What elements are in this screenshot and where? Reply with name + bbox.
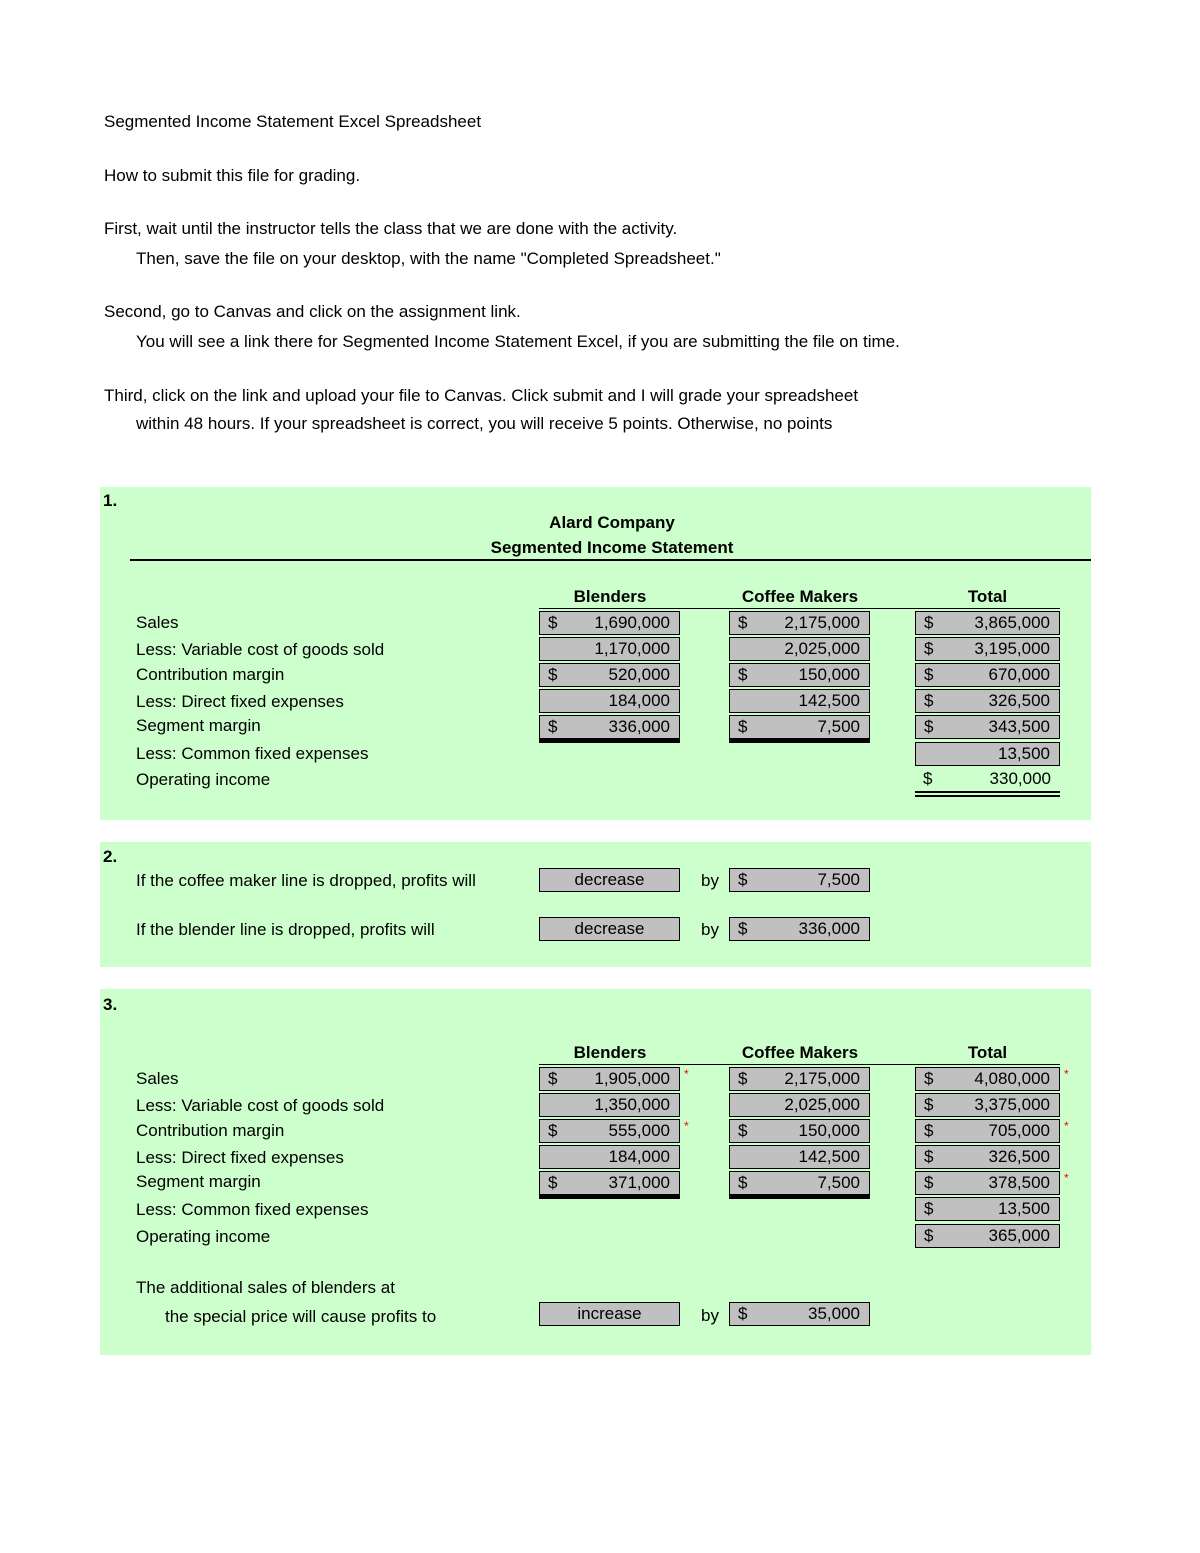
blenders-contribution-cell[interactable] (539, 1119, 680, 1143)
cell-value: 520,000 (608, 665, 670, 684)
total-operating-cell[interactable] (915, 1224, 1060, 1248)
currency-sign: $ (738, 665, 748, 684)
currency-sign: $ (738, 717, 748, 736)
cell-value: 336,000 (798, 919, 860, 938)
currency-sign: $ (924, 613, 934, 632)
total-contribution-cell[interactable] (915, 663, 1060, 687)
additional-sales-line-2: the special price will cause profits to (165, 1307, 437, 1326)
instruction-second-sub: You will see a link there for Segmented Income Statement Excel, if you are submitting the file on time. (136, 332, 900, 351)
currency-sign: $ (548, 1069, 558, 1088)
col-header-blenders: Blenders (573, 1043, 647, 1062)
currency-sign: $ (924, 691, 934, 710)
document-title: Segmented Income Statement Excel Spreadsheet (104, 112, 482, 131)
col-header-coffee-makers: Coffee Makers (741, 1043, 859, 1062)
coffee-sales-cell[interactable] (729, 1067, 870, 1091)
cell-value: 326,500 (988, 1147, 1050, 1166)
coffee-dropped-answer[interactable]: decrease (539, 868, 680, 892)
col-header-total: Total (967, 1043, 1008, 1062)
blenders-total-rule (539, 739, 680, 743)
currency-sign: $ (924, 717, 934, 736)
cell-value: 330,000 (989, 769, 1051, 788)
row-label-operating-income: Operating income (136, 770, 271, 789)
currency-sign: $ (924, 1173, 934, 1192)
cell-value: 13,500 (998, 1199, 1050, 1218)
double-underline-top (915, 791, 1060, 793)
currency-sign: $ (923, 769, 933, 788)
currency-sign: $ (924, 1069, 934, 1088)
row-label-variable-cost: Less: Variable cost of goods sold (136, 640, 385, 659)
currency-sign: $ (738, 613, 748, 632)
cell-value: 142,500 (798, 1147, 860, 1166)
total-contribution-cell[interactable] (915, 1119, 1060, 1143)
cell-value: 3,865,000 (974, 613, 1050, 632)
coffee-total-rule (729, 1195, 870, 1199)
cell-value: 336,000 (608, 717, 670, 736)
cell-value: 7,500 (817, 870, 860, 889)
cell-value: 365,000 (988, 1226, 1050, 1245)
title-underline (130, 559, 1091, 561)
cell-value: 670,000 (988, 665, 1050, 684)
blenders-variable-cell[interactable] (539, 637, 680, 661)
col-header-total: Total (967, 587, 1008, 606)
company-name: Alard Company (549, 513, 675, 532)
cell-value: 3,195,000 (974, 639, 1050, 658)
change-marker: * (684, 1067, 689, 1081)
cell-value: 1,905,000 (594, 1069, 670, 1088)
row-label-common-fixed: Less: Common fixed expenses (136, 744, 369, 763)
total-direct-cell[interactable] (915, 689, 1060, 713)
currency-sign: $ (924, 1199, 934, 1218)
total-variable-cell[interactable] (915, 1093, 1060, 1117)
cell-value: 1,690,000 (594, 613, 670, 632)
col-header-coffee-makers: Coffee Makers (741, 587, 859, 606)
instruction-first-sub: Then, save the file on your desktop, with the name "Completed Spreadsheet." (136, 249, 721, 268)
cell-value: 184,000 (608, 691, 670, 710)
change-marker: * (1064, 1067, 1069, 1081)
total-common-cell[interactable] (915, 742, 1060, 766)
section-number: 2. (103, 847, 118, 866)
blender-dropped-amount[interactable] (729, 917, 870, 941)
cell-value: 705,000 (988, 1121, 1050, 1140)
row-label-direct-fixed: Less: Direct fixed expenses (136, 1148, 344, 1167)
total-segment-cell[interactable] (915, 715, 1060, 739)
cell-value: 1,350,000 (594, 1095, 670, 1114)
cell-value: 7,500 (817, 717, 860, 736)
currency-sign: $ (924, 1226, 934, 1245)
section-3-panel (100, 989, 1091, 1355)
currency-sign: $ (924, 1095, 934, 1114)
row-label-direct-fixed: Less: Direct fixed expenses (136, 692, 344, 711)
col-header-blenders: Blenders (573, 587, 647, 606)
row-label-operating-income: Operating income (136, 1227, 271, 1246)
double-underline-bottom (915, 795, 1060, 797)
cell-value: 2,025,000 (784, 639, 860, 658)
currency-sign: $ (924, 1147, 934, 1166)
currency-sign: $ (548, 613, 558, 632)
statement-title: Segmented Income Statement (490, 538, 734, 557)
row-label-contribution-margin: Contribution margin (136, 1121, 285, 1140)
by-label: by (701, 871, 719, 890)
blenders-direct-cell[interactable] (539, 1145, 680, 1169)
cell-value: 13,500 (998, 744, 1050, 763)
blenders-segment-cell[interactable] (539, 715, 680, 739)
cell-value: 2,025,000 (784, 1095, 860, 1114)
currency-sign: $ (548, 1173, 558, 1192)
total-common-cell[interactable] (915, 1197, 1060, 1221)
row-label-variable-cost: Less: Variable cost of goods sold (136, 1096, 385, 1115)
coffee-direct-cell[interactable] (729, 689, 870, 713)
coffee-variable-cell[interactable] (729, 1093, 870, 1117)
currency-sign: $ (924, 1121, 934, 1140)
total-direct-cell[interactable] (915, 1145, 1060, 1169)
cell-value: 343,500 (988, 717, 1050, 736)
coffee-total-rule (729, 739, 870, 743)
currency-sign: $ (738, 1121, 748, 1140)
cell-value: 1,170,000 (594, 639, 670, 658)
section-2-panel (100, 842, 1091, 967)
blenders-total-rule (539, 1195, 680, 1199)
coffee-direct-cell[interactable] (729, 1145, 870, 1169)
cell-value: 2,175,000 (784, 1069, 860, 1088)
cell-value: 184,000 (608, 1147, 670, 1166)
row-label-contribution-margin: Contribution margin (136, 665, 285, 684)
by-label: by (701, 920, 719, 939)
section-number: 3. (103, 995, 118, 1014)
row-label-sales: Sales (136, 1069, 179, 1088)
instruction-third-sub: within 48 hours. If your spreadsheet is correct, you will receive 5 points. Otherwise, no points (136, 414, 833, 433)
change-marker: * (1064, 1171, 1069, 1185)
total-segment-cell[interactable] (915, 1171, 1060, 1195)
currency-sign: $ (924, 639, 934, 658)
cell-value: 3,375,000 (974, 1095, 1050, 1114)
currency-sign: $ (548, 1121, 558, 1140)
cell-value: 142,500 (798, 691, 860, 710)
total-sales-cell[interactable] (915, 1067, 1060, 1091)
coffee-variable-cell[interactable] (729, 637, 870, 661)
cell-value: 555,000 (608, 1121, 670, 1140)
cell-value: 7,500 (817, 1173, 860, 1192)
row-label-segment-margin: Segment margin (136, 1172, 261, 1191)
header-underline (539, 608, 1060, 609)
cell-value: 150,000 (798, 1121, 860, 1140)
coffee-sales-cell[interactable] (729, 611, 870, 635)
change-marker: * (1064, 1119, 1069, 1133)
currency-sign: $ (548, 717, 558, 736)
currency-sign: $ (738, 1173, 748, 1192)
total-sales-cell[interactable] (915, 611, 1060, 635)
header-underline (539, 1064, 1060, 1065)
blenders-sales-cell[interactable] (539, 611, 680, 635)
coffee-segment-cell[interactable] (729, 1171, 870, 1195)
cell-value: 35,000 (808, 1304, 860, 1323)
cell-value: 326,500 (988, 691, 1050, 710)
question-blender-dropped: If the blender line is dropped, profits will (136, 920, 435, 939)
total-operating-cell[interactable] (915, 768, 1060, 792)
cell-value: 2,175,000 (784, 613, 860, 632)
instruction-first: First, wait until the instructor tells the class that we are done with the activity. (104, 219, 678, 238)
coffee-segment-cell[interactable] (729, 715, 870, 739)
blenders-sales-cell[interactable] (539, 1067, 680, 1091)
how-to-heading: How to submit this file for grading. (104, 166, 361, 185)
by-label: by (701, 1306, 719, 1325)
blender-dropped-answer[interactable]: decrease (539, 917, 680, 941)
currency-sign: $ (924, 665, 934, 684)
currency-sign: $ (738, 919, 748, 938)
blenders-direct-cell[interactable] (539, 689, 680, 713)
section-number: 1. (103, 491, 118, 510)
additional-sales-line-1: The additional sales of blenders at (136, 1278, 395, 1297)
coffee-contribution-cell[interactable] (729, 1119, 870, 1143)
currency-sign: $ (548, 665, 558, 684)
instruction-third: Third, click on the link and upload your file to Canvas. Click submit and I will grade your spreadsheet (104, 386, 859, 405)
instruction-second: Second, go to Canvas and click on the assignment link. (104, 302, 521, 321)
cell-value: 150,000 (798, 665, 860, 684)
blenders-segment-cell[interactable] (539, 1171, 680, 1195)
row-label-common-fixed: Less: Common fixed expenses (136, 1200, 369, 1219)
blenders-variable-cell[interactable] (539, 1093, 680, 1117)
change-marker: * (684, 1119, 689, 1133)
cell-value: 378,500 (988, 1173, 1050, 1192)
row-label-segment-margin: Segment margin (136, 716, 261, 735)
currency-sign: $ (738, 1069, 748, 1088)
currency-sign: $ (738, 870, 748, 889)
row-label-sales: Sales (136, 613, 179, 632)
cell-value: 371,000 (608, 1173, 670, 1192)
currency-sign: $ (738, 1304, 748, 1323)
special-price-amount[interactable] (729, 1302, 870, 1326)
total-variable-cell[interactable] (915, 637, 1060, 661)
coffee-contribution-cell[interactable] (729, 663, 870, 687)
coffee-dropped-amount[interactable] (729, 868, 870, 892)
blenders-contribution-cell[interactable] (539, 663, 680, 687)
cell-value: 4,080,000 (974, 1069, 1050, 1088)
special-price-answer[interactable]: increase (539, 1302, 680, 1326)
question-coffee-dropped: If the coffee maker line is dropped, profits will (136, 871, 476, 890)
section-1-panel (100, 487, 1091, 820)
